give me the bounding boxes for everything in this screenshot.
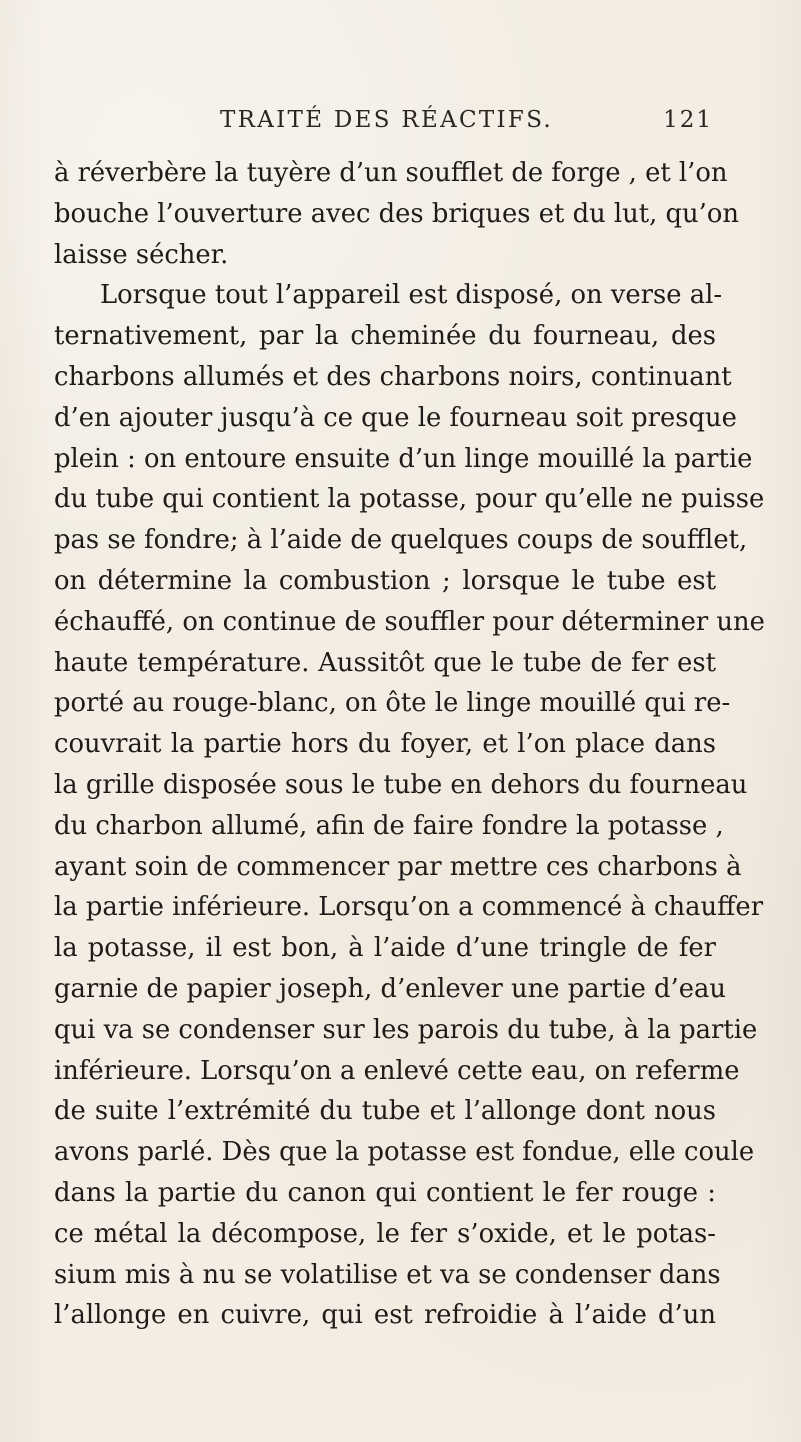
text-line: haute température. Aussitôt que le tube de fer est	[54, 647, 716, 678]
text-line: laisse sécher.	[54, 239, 229, 270]
text-line: la potasse, il est bon, à l’aide d’une tringle de fer	[54, 933, 716, 964]
text-line: dans la partie du canon qui contient le fer rouge :	[54, 1177, 716, 1208]
text-line: échauffé, on continue de souffler pour déterminer une	[54, 606, 765, 637]
text-line: d’en ajouter jusqu’à ce que le fourneau soit presque	[54, 402, 737, 433]
text-line: à réverbère la tuyère d’un soufflet de forge , et l’on	[54, 158, 728, 188]
text-line: ternativement, par la cheminée du fourneau, des	[54, 321, 716, 352]
text-line: ce métal la décompose, le fer s’oxide, et le potas-	[54, 1218, 716, 1249]
running-title: TRAITÉ DES RÉACTIFS.	[220, 107, 554, 133]
text-line: sium mis à nu se volatilise et va se condenser dans	[54, 1259, 721, 1290]
text-line: la partie inférieure. Lorsqu’on a commencé à chauffer	[54, 892, 764, 923]
text-line: bouche l’ouverture avec des briques et du lut, qu’on	[54, 198, 740, 229]
text-line: on détermine la combustion ; lorsque le tube est	[54, 565, 716, 596]
text-line: du charbon allumé, afin de faire fondre la potasse ,	[54, 810, 724, 841]
text-line: l’allonge en cuivre, qui est refroidie à l’aide d’un	[54, 1300, 716, 1331]
text-line: inférieure. Lorsqu’on a enlevé cette eau, on referme	[54, 1055, 740, 1086]
page-number: 121	[663, 107, 713, 133]
text-line: couvrait la partie hors du foyer, et l’on place dans	[54, 729, 716, 760]
text-line: avons parlé. Dès que la potasse est fondue, elle coule	[54, 1137, 755, 1168]
text-line: charbons allumés et des charbons noirs, continuant	[54, 361, 732, 392]
text-line: porté au rouge-blanc, on ôte le linge mouillé qui re-	[54, 688, 731, 719]
text-line: pas se fondre; à l’aide de quelques coups de soufflet,	[54, 525, 748, 556]
text-line: la grille disposée sous le tube en dehors du fourneau	[54, 769, 748, 800]
text-line: du tube qui contient la potasse, pour qu’elle ne puisse	[54, 484, 765, 515]
text-line: garnie de papier joseph, d’enlever une partie d’eau	[54, 973, 727, 1004]
text-line: qui va se condenser sur les parois du tube, à la partie	[54, 1014, 758, 1045]
text-line: ayant soin de commencer par mettre ces charbons à	[54, 851, 742, 882]
page-header	[220, 103, 713, 137]
body-text	[54, 153, 765, 1336]
text-line: de suite l’extrémité du tube et l’allonge dont nous	[54, 1096, 716, 1127]
text-line: plein : on entoure ensuite d’un linge mouillé la partie	[54, 443, 753, 474]
text-line: Lorsque tout l’appareil est disposé, on verse al-	[100, 280, 723, 311]
